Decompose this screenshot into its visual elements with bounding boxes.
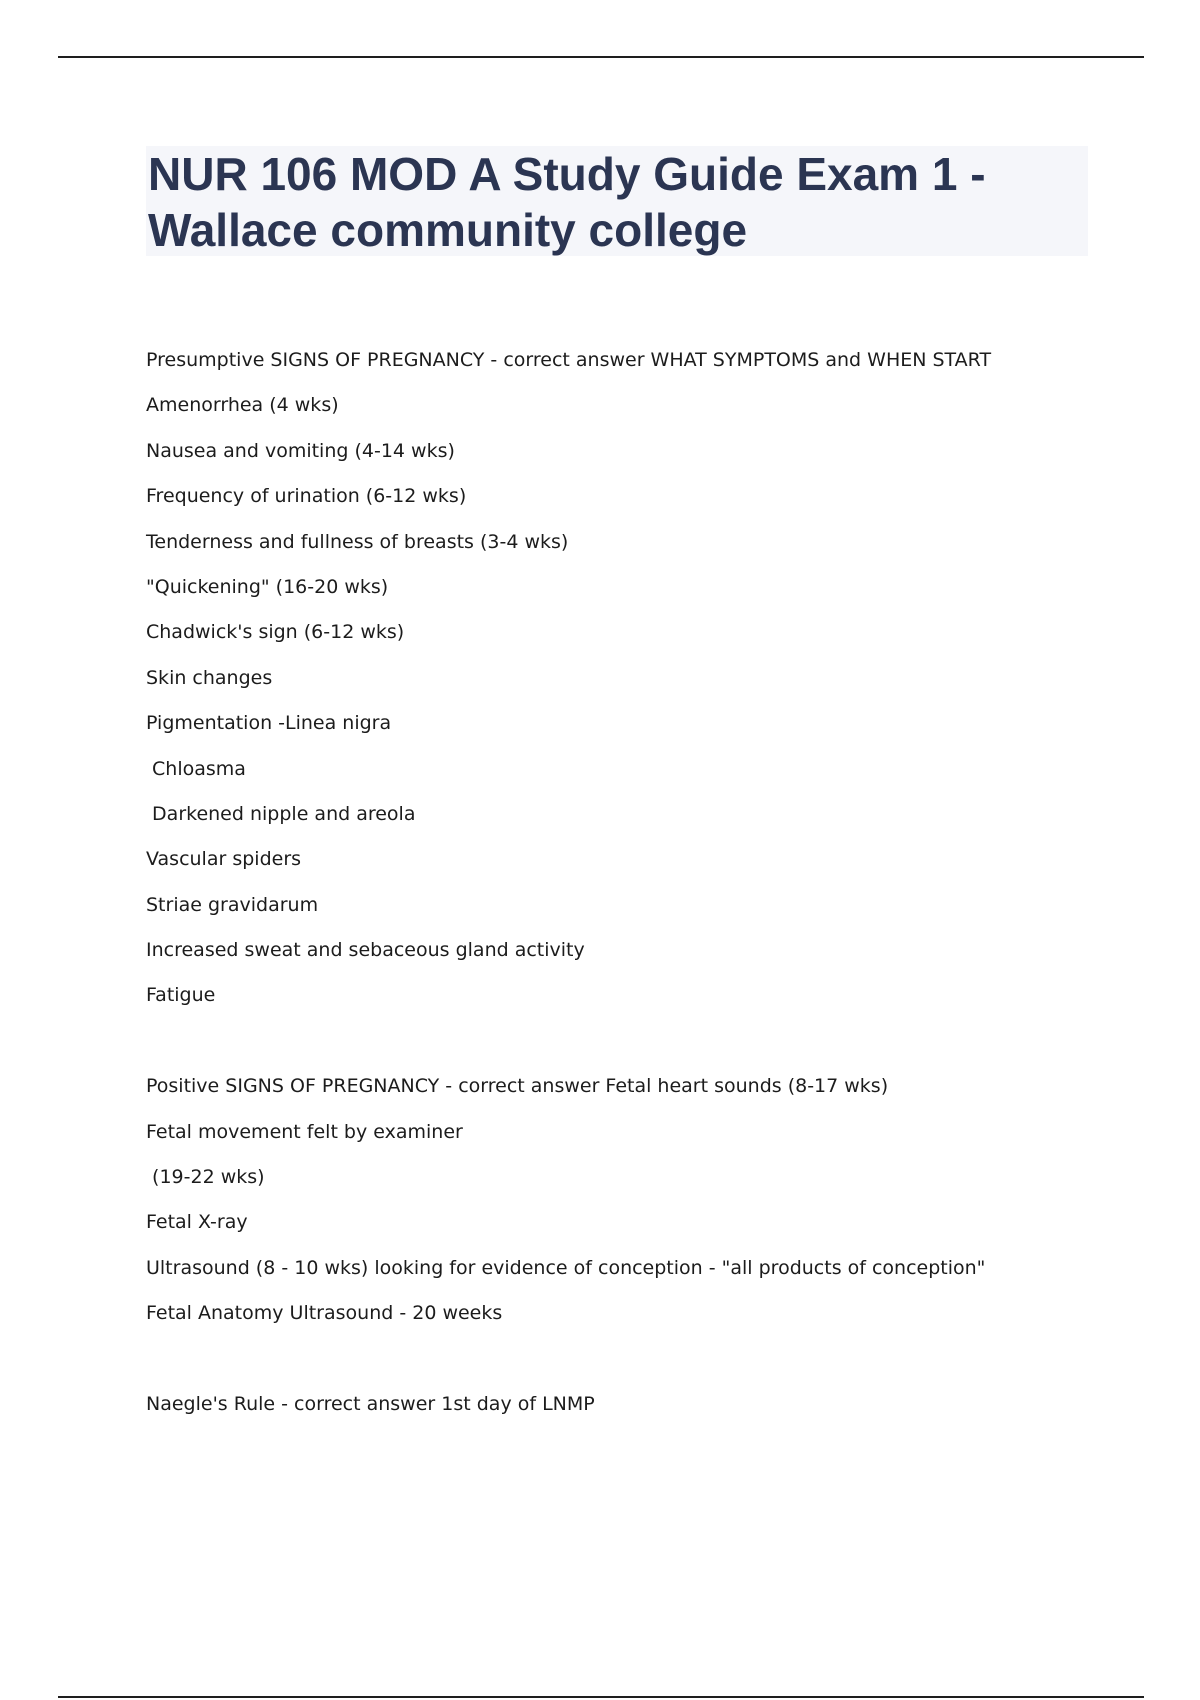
text-line: (19-22 wks) [146, 1166, 265, 1189]
text-line: Fetal movement felt by examiner [146, 1120, 463, 1143]
text-line: Vascular spiders [146, 848, 302, 871]
text-line: Chadwick's sign (6-12 wks) [146, 621, 405, 644]
text-line: Pigmentation -Linea nigra [146, 712, 392, 735]
text-line: Increased sweat and sebaceous gland activity [146, 939, 585, 962]
section-naegles-rule [146, 1392, 1146, 1437]
title-block [146, 146, 1088, 256]
document-body [146, 348, 1146, 1437]
section-gap [146, 1347, 1146, 1392]
text-line: Positive SIGNS OF PREGNANCY - correct answer Fetal heart sounds (8-17 wks) [146, 1075, 889, 1098]
text-line: Fetal X-ray [146, 1211, 248, 1234]
section-gap [146, 1029, 1146, 1074]
section-presumptive-signs [146, 348, 1146, 1029]
text-line: Ultrasound (8 - 10 wks) looking for evidence of conception - "all products of conception" [146, 1256, 986, 1279]
section-positive-signs [146, 1074, 1146, 1346]
footer-rule [58, 1696, 1144, 1698]
document-title [148, 146, 1088, 258]
header-rule [58, 56, 1144, 58]
text-line: Frequency of urination (6-12 wks) [146, 485, 467, 508]
title-line-1: NUR 106 MOD A Study Guide Exam 1 - [148, 148, 986, 200]
title-line-2: Wallace community college [148, 204, 748, 256]
text-line: Nausea and vomiting (4-14 wks) [146, 439, 455, 462]
text-line: Fatigue [146, 984, 216, 1007]
text-line: Tenderness and fullness of breasts (3-4 wks) [146, 530, 569, 553]
text-line: Amenorrhea (4 wks) [146, 394, 339, 417]
text-line: "Quickening" (16-20 wks) [146, 575, 389, 598]
text-line: Darkened nipple and areola [146, 802, 416, 825]
text-line: Fetal Anatomy Ultrasound - 20 weeks [146, 1302, 503, 1325]
text-line: Striae gravidarum [146, 893, 319, 916]
text-line: Skin changes [146, 666, 273, 689]
text-line: Presumptive SIGNS OF PREGNANCY - correct answer WHAT SYMPTOMS and WHEN START [146, 349, 992, 371]
text-line: Chloasma [146, 757, 246, 780]
text-line: Naegle's Rule - correct answer 1st day of LNMP [146, 1392, 595, 1415]
